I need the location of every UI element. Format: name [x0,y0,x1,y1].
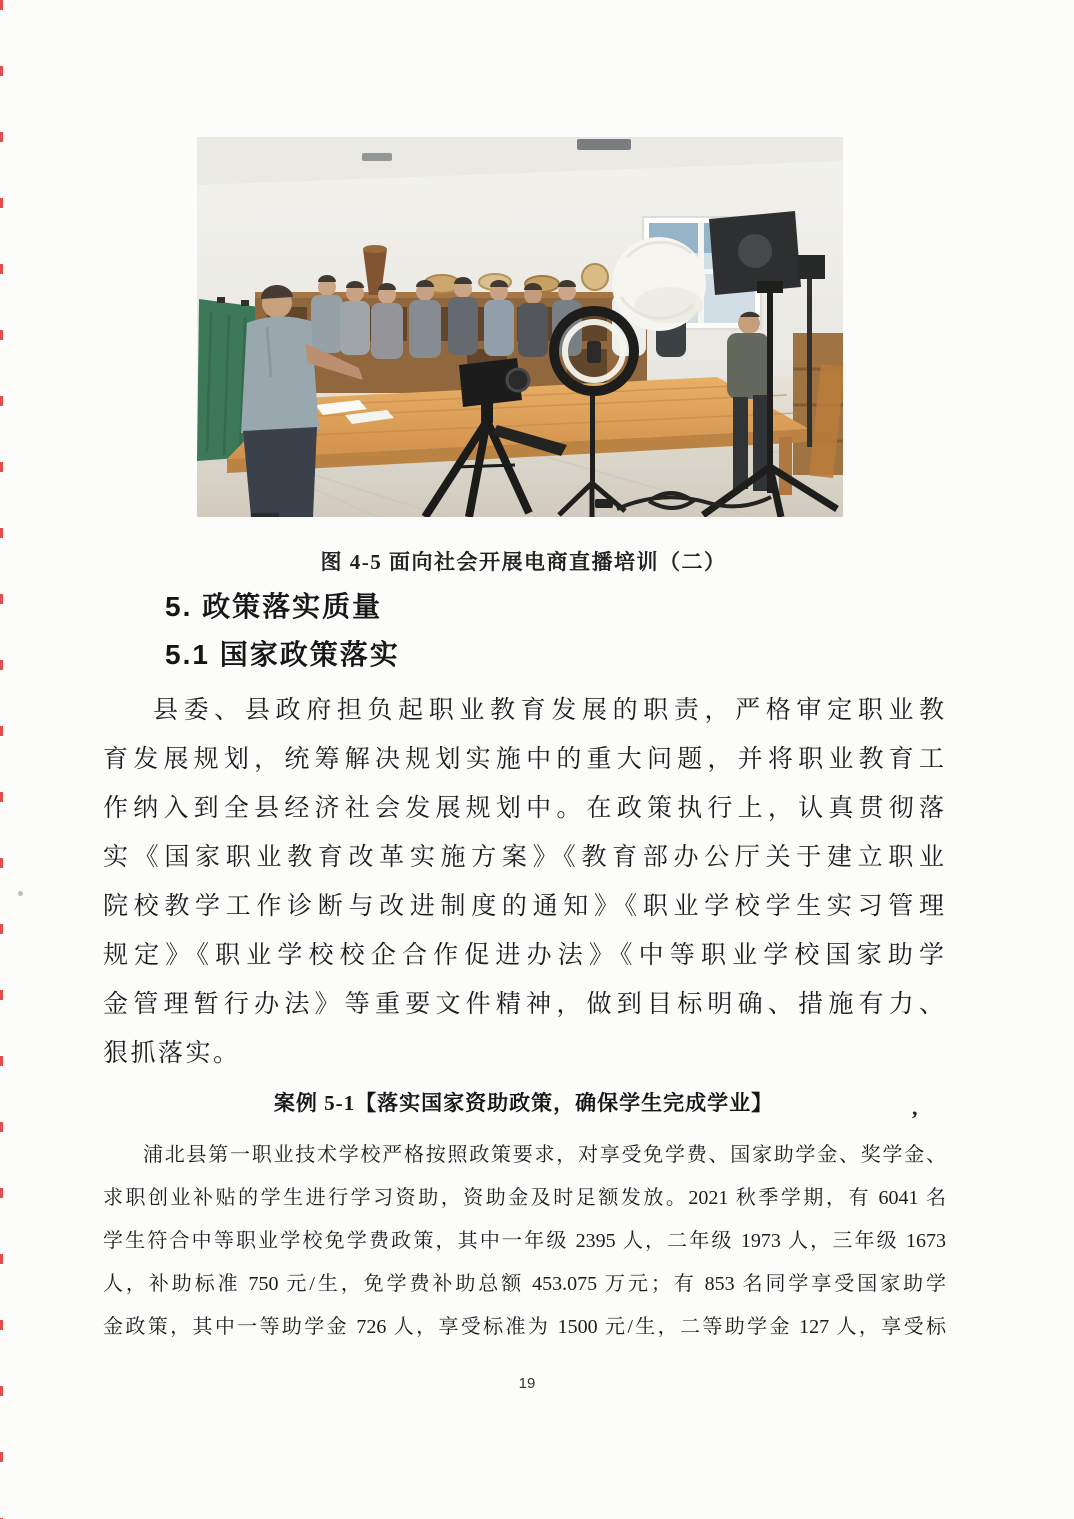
figure-photo [197,137,843,517]
case-heading: 案例 5-1【落实国家资助政策，确保学生完成学业】 [273,1091,774,1115]
text-line: 金管理暂行办法》等重要文件精神，做到目标明确、措施有力、 [103,991,944,1018]
case-paragraph [103,1134,946,1349]
text-line: 实《国家职业教育改革实施方案》《教育部办公厅关于建立职业 [103,844,944,871]
text-line: 育发展规划，统筹解决规划实施中的重大问题，并将职业教育工 [103,746,944,773]
body-paragraph [103,686,944,1078]
section-heading: 5. 政策落实质量 [165,591,383,622]
page-number: 19 [518,1375,536,1392]
figure-caption: 图 4-5 面向社会开展电商直播培训（二） [320,550,727,574]
text-line: 县委、县政府担负起职业教育发展的职责，严格审定职业教 [153,697,944,724]
text-line: 规定》《职业学校校企合作促进办法》《中等职业学校国家助学 [103,942,944,969]
text-line: 院校教学工作诊断与改进制度的通知》《职业学校学生实习管理 [103,893,944,920]
text-line: 作纳入到全县经济社会发展规划中。在政策执行上，认真贯彻落 [103,795,944,822]
scan-speck [18,891,23,896]
text-line: 浦北县第一职业技术学校严格按照政策要求，对享受免学费、国家助学金、奖学金、 [143,1144,946,1166]
text-line: 狠抓落实。 [103,1040,241,1067]
text-line: 金政策，其中一等助学金 726 人，享受标准为 1500 元/生，二等助学金 127 人，享受标 [103,1316,946,1338]
text-line: 学生符合中等职业学校免学费政策，其中一年级 2395 人，二年级 1973 人，三年级 1673 [103,1230,946,1252]
text-line: 求职创业补贴的学生进行学习资助，资助金及时足额发放。2021 秋季学期，有 6041 名 [103,1187,946,1209]
training-room-illustration [197,137,843,517]
text-line: 人，补助标准 750 元/生，免学费补助总额 453.075 万元；有 853 名同学享受国家助学 [103,1273,946,1295]
stray-comma-mark: , [912,1095,918,1120]
scan-edge-artifact [0,0,3,1519]
subsection-heading: 5.1 国家政策落实 [165,639,400,670]
